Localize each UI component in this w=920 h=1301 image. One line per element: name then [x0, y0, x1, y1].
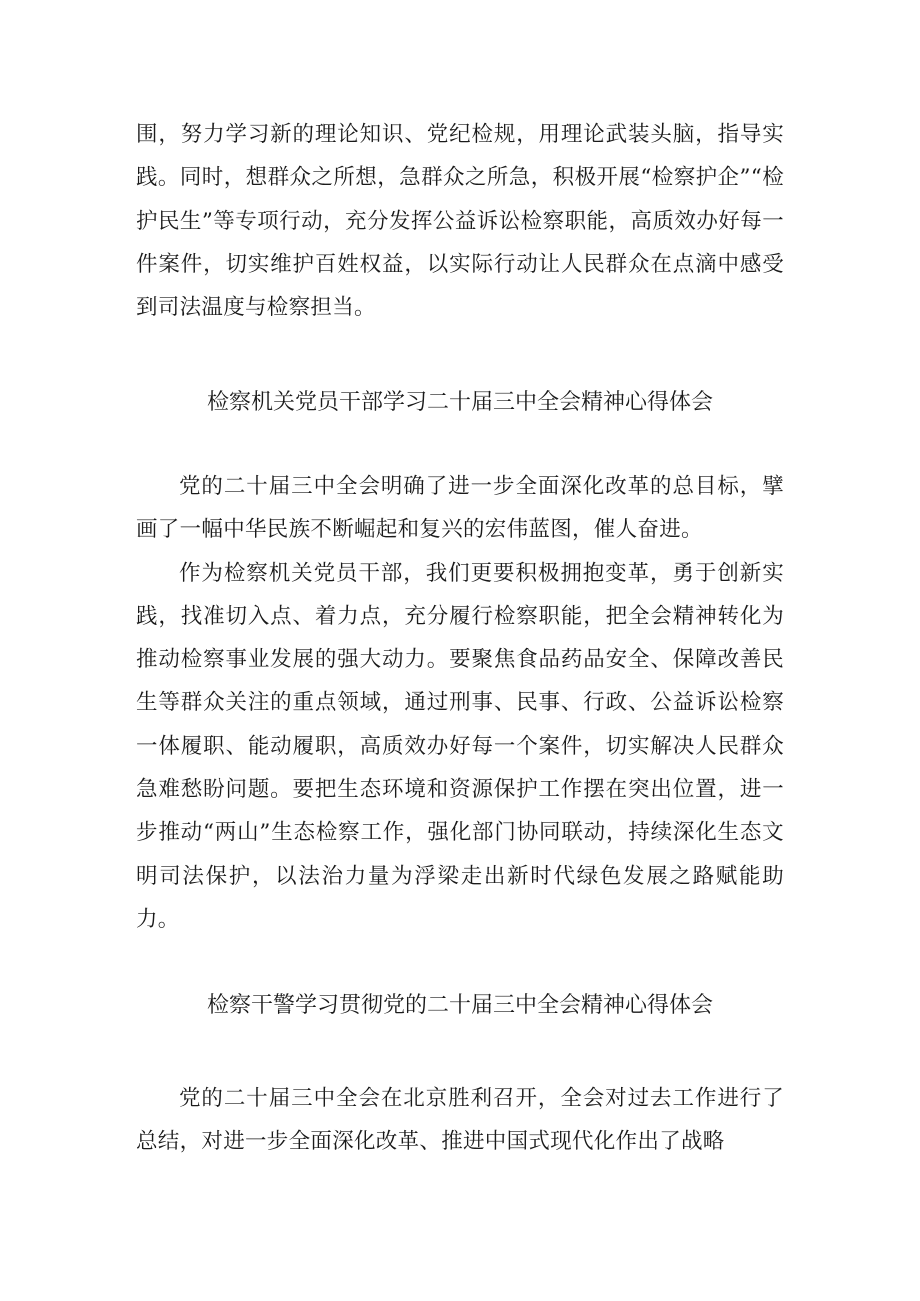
paragraph: 作为检察机关党员干部，我们更要积极拥抱变革，勇于创新实践，找准切入点、着力点，充分履行检察职能，把全会精神转化为推动检察事业发展的强大动力。要聚焦食品药品安全、保障改善民生等群众关注的重点领域，通过刑事、民事、行政、公益诉讼检察一体履职、能动履职，高质效办好每一个案件，切实解决人民群众急难愁盼问题。要把生态环境和资源保护工作摆在突出位置，进一步推动“两山”生态检察工作，强化部门协同联动，持续深化生态文明司法保护，以法治力量为浮梁走出新时代绿色发展之路赋能助力。	[136, 560, 784, 932]
section-1-body	[136, 113, 784, 329]
paragraph: 党的二十届三中全会在北京胜利召开，全会对过去工作进行了总结，对进一步全面深化改革、推进中国式现代化作出了战略	[136, 1086, 784, 1155]
paragraph: 围，努力学习新的理论知识、党纪检规，用理论武装头脑，指导实践。同时，想群众之所想，急群众之所急，积极开展“检察护企”“检护民生”等专项行动，充分发挥公益诉讼检察职能，高质效办好每一件案件，切实维护百姓权益，以实际行动让人民群众在点滴中感受到司法温度与检察担当。	[136, 122, 784, 321]
section-3-body	[136, 1077, 784, 1164]
section-2-title: 检察机关党员干部学习二十届三中全会精神心得体会	[206, 390, 713, 415]
paragraph: 党的二十届三中全会明确了进一步全面深化改革的总目标，擘画了一幅中华民族不断崛起和复兴的宏伟蓝图，催人奋进。	[136, 474, 784, 543]
section-3-title: 检察干警学习贯彻党的二十届三中全会精神心得体会	[206, 993, 713, 1018]
section-2-body	[136, 465, 784, 941]
